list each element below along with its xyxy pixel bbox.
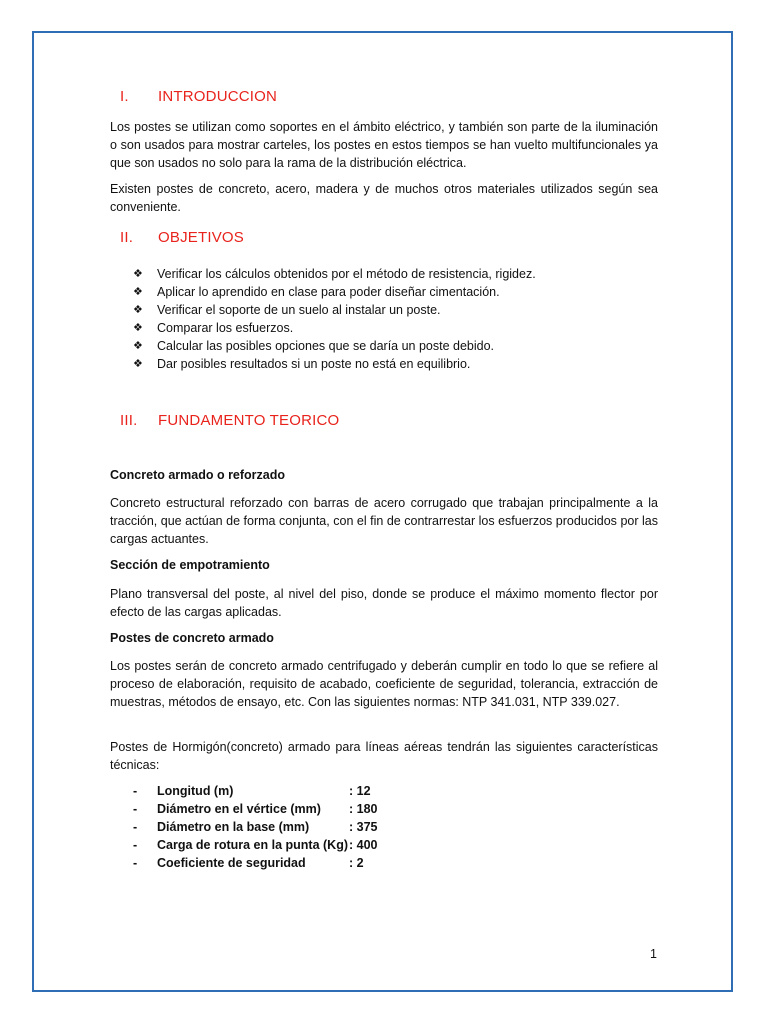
fundamento-paragraph-3: Los postes serán de concreto armado centrifugado y deberán cumplir en todo lo que se refiere al proceso de elaboración, requisito de acabado, coeficiente de seguridad, tolerancia, extracción de muestras, métodos de ensayo, etc. Con las siguientes normas: NTP 341.031, NTP 339.027. xyxy=(110,659,658,709)
diamond-bullet-icon: ❖ xyxy=(133,322,143,334)
subheading-concreto-armado: Concreto armado o reforzado xyxy=(110,468,286,482)
spec-label: Diámetro en la base (mm) xyxy=(157,820,310,834)
page-number: 1 xyxy=(650,947,657,961)
diamond-bullet-icon: ❖ xyxy=(133,304,143,316)
intro-paragraph-1: Los postes se utilizan como soportes en el ámbito eléctrico, y también son parte de la iluminación o son usados para mostrar carteles, los postes en estos tiempos se han vuelto multifuncionales ya que son usados no solo para la rama de la distribución eléctrica. xyxy=(110,120,658,170)
diamond-bullet-icon: ❖ xyxy=(133,286,143,298)
list-item: ❖ Dar posibles resultados si un poste no está en equilibrio. xyxy=(133,357,471,371)
spec-label: Carga de rotura en la punta (Kg) xyxy=(157,838,348,852)
heading-number: III. xyxy=(120,412,138,429)
intro-paragraph-2: Existen postes de concreto, acero, madera y de muchos otros materiales utilizados según sea conveniente. xyxy=(110,182,658,214)
heading-title: FUNDAMENTO TEORICO xyxy=(158,412,340,429)
subheading-seccion-empotramiento: Sección de empotramiento xyxy=(110,558,270,572)
spec-value: : 180 xyxy=(349,802,378,816)
list-item: ❖ Verificar el soporte de un suelo al instalar un poste. xyxy=(133,303,441,317)
spec-value: : 400 xyxy=(349,838,378,852)
list-item: ❖ Verificar los cálculos obtenidos por el método de resistencia, rigidez. xyxy=(133,267,536,281)
heading-title: OBJETIVOS xyxy=(158,229,244,246)
spec-label: Longitud (m) xyxy=(157,784,234,798)
spec-label: Diámetro en el vértice (mm) xyxy=(157,802,321,816)
heading-title: INTRODUCCION xyxy=(158,88,278,105)
diamond-bullet-icon: ❖ xyxy=(133,268,143,280)
spec-value: : 12 xyxy=(349,784,371,798)
spec-label: Coeficiente de seguridad xyxy=(157,856,306,870)
fundamento-paragraph-4: Postes de Hormigón(concreto) armado para líneas aéreas tendrán las siguientes características técnicas: xyxy=(110,740,658,772)
heading-number: I. xyxy=(120,88,129,105)
diamond-bullet-icon: ❖ xyxy=(133,340,143,352)
list-item: ❖ Calcular las posibles opciones que se daría un poste debido. xyxy=(133,339,495,353)
fundamento-paragraph-2: Plano transversal del poste, al nivel del piso, donde se produce el máximo momento flector por efecto de las cargas aplicadas. xyxy=(110,587,658,619)
fundamento-paragraph-1: Concreto estructural reforzado con barras de acero corrugado que trabajan principalmente a la tracción, que actúan de forma conjunta, con el fin de contrarrestar los esfuerzos producidos por las cargas actuantes. xyxy=(110,496,658,546)
spec-value: : 375 xyxy=(349,820,378,834)
spec-value: : 2 xyxy=(349,856,364,870)
list-item: ❖ Aplicar lo aprendido en clase para poder diseñar cimentación. xyxy=(133,285,500,299)
diamond-bullet-icon: ❖ xyxy=(133,358,143,370)
heading-number: II. xyxy=(120,229,134,246)
list-item: ❖ Comparar los esfuerzos. xyxy=(133,321,294,335)
subheading-postes-concreto: Postes de concreto armado xyxy=(110,631,274,645)
objectives-list xyxy=(133,265,536,373)
